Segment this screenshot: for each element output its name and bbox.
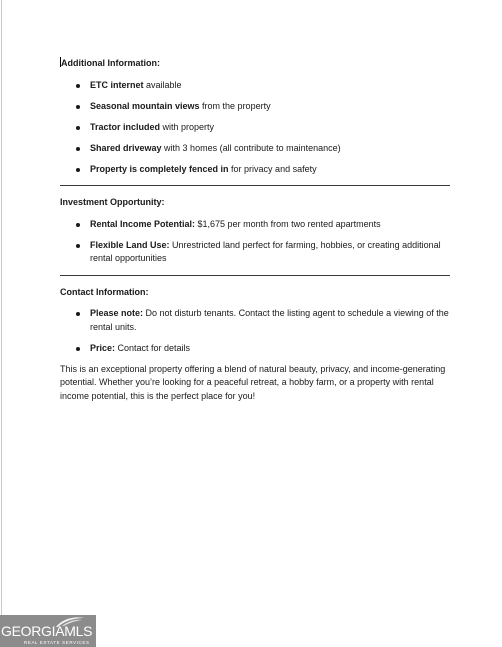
list-item: Shared driveway with 3 homes (all contribute to maintenance)	[60, 142, 450, 156]
logo-wordmark: GEORGIAMLS	[1, 623, 93, 639]
section-divider	[60, 185, 450, 186]
additional-information-list	[60, 79, 450, 177]
section-heading-investment-opportunity: Investment Opportunity:	[60, 197, 165, 207]
document-body	[60, 57, 450, 403]
list-item: Property is completely fenced in for privacy and safety	[60, 163, 450, 177]
investment-opportunity-list	[60, 218, 450, 266]
list-item: ETC internet available	[60, 79, 450, 93]
logo-subtitle: REAL ESTATE SERVICES	[24, 640, 90, 645]
list-item: Tractor included with property	[60, 121, 450, 135]
list-item: Please note: Do not disturb tenants. Contact the listing agent to schedule a viewing of the rental units.	[60, 307, 450, 334]
list-item: Seasonal mountain views from the property	[60, 100, 450, 114]
list-item: Price: Contact for details	[60, 342, 450, 356]
list-item: Rental Income Potential: $1,675 per month from two rented apartments	[60, 218, 450, 232]
page-left-edge	[1, 0, 2, 647]
closing-paragraph: This is an exceptional property offering a blend of natural beauty, privacy, and income-generating potential. Whether you’re looking for a peaceful retreat, a hobby farm, or a property with rental income potential, this is the perfect place for you!	[60, 363, 446, 401]
contact-information-list	[60, 307, 450, 355]
section-divider	[60, 275, 450, 276]
list-item: Flexible Land Use: Unrestricted land perfect for farming, hobbies, or creating additional rental opportunities	[60, 239, 450, 266]
section-heading-additional-information: Additional Information:	[61, 58, 160, 68]
georgia-mls-logo	[0, 615, 96, 647]
section-heading-contact-information: Contact Information:	[60, 286, 149, 297]
